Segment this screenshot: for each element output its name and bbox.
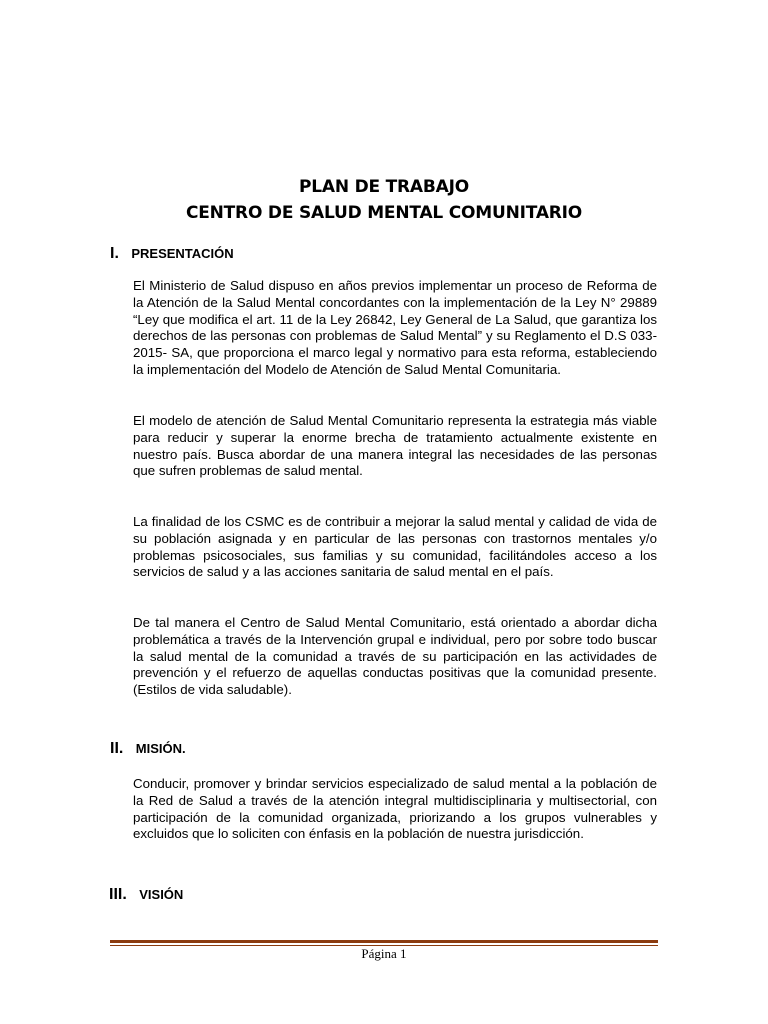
document-subtitle: CENTRO DE SALUD MENTAL COMUNITARIO [185,203,583,223]
section-heading-vision [109,886,183,904]
section-numeral: I. [110,245,119,262]
paragraph: El Ministerio de Salud dispuso en años previos implementar un proceso de Reforma de la Atención de la Salud Mental concordantes con la implementación de la Ley N° 29889 “Ley que modifica el art. 11 de la Ley 26842, Ley General de La Salud, que garantiza los derechos de las personas con problemas de Salud Mental” y su Reglamento el D.S 033-2015- SA, que proporciona el marco legal y normativo para esta reforma, estableciendo la implementación del Modelo de Atención de Salud Mental Comunitaria. [133,278,657,377]
footer-divider [110,940,658,943]
section-numeral: III. [109,886,127,903]
section-title: PRESENTACIÓN [131,246,234,261]
paragraph: El modelo de atención de Salud Mental Comunitario representa la estrategia más viable para reducir y superar la enorme brecha de tratamiento actualmente existente en nuestro país. Busca abordar de una manera integral las necesidades de las personas que sufren problemas de salud mental. [133,413,657,479]
section-numeral: II. [110,740,124,757]
section-heading-presentacion [110,245,234,263]
section-title: VISIÓN [139,887,184,902]
section-title: MISIÓN. [135,741,186,756]
section-heading-mision [110,740,186,758]
document-title: PLAN DE TRABAJO [299,177,469,197]
page-number: Página 1 [361,946,407,961]
paragraph: La finalidad de los CSMC es de contribuir a mejorar la salud mental y calidad de vida de su población asignada y en particular de las personas con trastornos mentales y/o problemas psicosociales, sus familias y su comunidad, facilitándoles acceso a los servicios de salud y a las acciones sanitaria de salud mental en el país. [133,514,657,580]
paragraph: De tal manera el Centro de Salud Mental Comunitario, está orientado a abordar dicha problemática a través de la Intervención grupal e individual, pero por sobre todo buscar la salud mental de la comunidad a través de su participación en las actividades de prevención y el refuerzo de aquellas conductas positivas que la comunidad presente. (Estilos de vida saludable). [133,615,657,698]
paragraph: Conducir, promover y brindar servicios especializado de salud mental a la población de la Red de Salud a través de la atención integral multidisciplinaria y multisectorial, con participación de la comunidad organizada, priorizando a los grupos vulnerables y excluidos que lo soliciten con énfasis en la población de nuestra jurisdicción. [133,776,657,842]
